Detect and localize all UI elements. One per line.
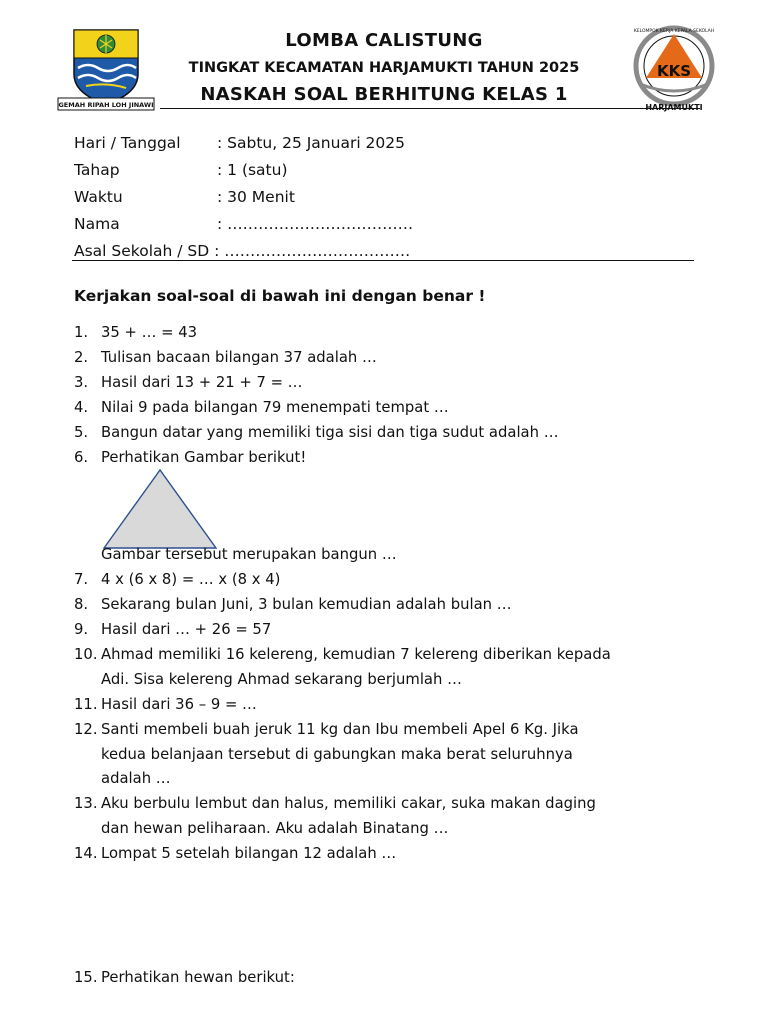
question-number: 4. bbox=[74, 399, 89, 416]
question-12 bbox=[74, 717, 579, 742]
stage-value: : 1 (satu) bbox=[217, 161, 288, 179]
question-number: 5. bbox=[74, 424, 89, 441]
question-8 bbox=[74, 592, 512, 617]
header-divider bbox=[160, 108, 700, 109]
question-10 bbox=[74, 642, 611, 667]
header-subtitle: TINGKAT KECAMATAN HARJAMUKTI TAHUN 2025 bbox=[188, 60, 580, 76]
question-text: Perhatikan hewan berikut: bbox=[101, 969, 295, 986]
question-text: Lompat 5 setelah bilangan 12 adalah … bbox=[101, 845, 397, 862]
question-text: 35 + … = 43 bbox=[101, 324, 198, 341]
exam-title: NASKAH SOAL BERHITUNG KELAS 1 bbox=[200, 84, 568, 105]
question-15 bbox=[74, 965, 295, 990]
question-number: 8. bbox=[74, 596, 89, 613]
time-label: Waktu bbox=[74, 188, 123, 206]
question-10-line-2: Adi. Sisa kelereng Ahmad sekarang berjumlah … bbox=[101, 671, 462, 688]
header-title: LOMBA CALISTUNG bbox=[285, 30, 483, 51]
question-number: 11. bbox=[74, 696, 98, 713]
question-13-line-2: dan hewan peliharaan. Aku adalah Binatang … bbox=[101, 820, 449, 837]
crest-motto-text: GEMAH RIPAH LOH JINAWI bbox=[58, 101, 154, 109]
kks-logo-text: KKS bbox=[656, 62, 692, 80]
question-1 bbox=[74, 320, 197, 345]
question-number: 15. bbox=[74, 969, 98, 986]
question-5 bbox=[74, 420, 559, 445]
question-number: 13. bbox=[74, 795, 98, 812]
info-divider bbox=[72, 260, 694, 261]
school-row: Asal Sekolah / SD : ……………………………… bbox=[74, 242, 411, 260]
time-value: : 30 Menit bbox=[217, 188, 295, 206]
name-field: : ……………………………… bbox=[217, 215, 414, 233]
question-13 bbox=[74, 791, 596, 816]
question-text: Aku berbulu lembut dan halus, memiliki cakar, suka makan daging bbox=[101, 795, 596, 812]
question-2 bbox=[74, 345, 377, 370]
kks-ring-text: KELOMPOK KERJA KEPALA SEKOLAH bbox=[633, 29, 715, 34]
question-6-followup: Gambar tersebut merupakan bangun … bbox=[101, 546, 397, 563]
date-label: Hari / Tanggal bbox=[74, 134, 181, 152]
name-label: Nama bbox=[74, 215, 120, 233]
question-4 bbox=[74, 395, 449, 420]
question-number: 1. bbox=[74, 324, 89, 341]
question-number: 10. bbox=[74, 646, 98, 663]
question-number: 9. bbox=[74, 621, 89, 638]
question-number: 2. bbox=[74, 349, 89, 366]
question-number: 3. bbox=[74, 374, 89, 391]
question-text: Nilai 9 pada bilangan 79 menempati tempat … bbox=[101, 399, 449, 416]
question-text: 4 x (6 x 8) = … x (8 x 4) bbox=[101, 571, 281, 588]
stage-row bbox=[74, 159, 288, 181]
question-3 bbox=[74, 370, 302, 395]
question-14 bbox=[74, 841, 396, 866]
question-6 bbox=[74, 445, 306, 470]
question-text: Hasil dari 36 – 9 = … bbox=[101, 696, 257, 713]
question-text: Santi membeli buah jeruk 11 kg dan Ibu membeli Apel 6 Kg. Jika bbox=[101, 721, 579, 738]
triangle-figure bbox=[100, 468, 220, 550]
question-11 bbox=[74, 692, 257, 717]
question-12-line-2: kedua belanjaan tersebut di gabungkan maka berat seluruhnya bbox=[101, 746, 573, 763]
question-text: Sekarang bulan Juni, 3 bulan kemudian adalah bulan … bbox=[101, 596, 512, 613]
question-text: Hasil dari … + 26 = 57 bbox=[101, 621, 272, 638]
question-text: Tulisan bacaan bilangan 37 adalah … bbox=[101, 349, 377, 366]
question-number: 7. bbox=[74, 571, 89, 588]
question-12-line-3: adalah … bbox=[101, 770, 171, 787]
kks-logo bbox=[620, 24, 728, 112]
question-7 bbox=[74, 567, 280, 592]
name-row bbox=[74, 213, 413, 235]
question-9 bbox=[74, 617, 271, 642]
question-text: Hasil dari 13 + 21 + 7 = … bbox=[101, 374, 303, 391]
question-text: Ahmad memiliki 16 kelereng, kemudian 7 kelereng diberikan kepada bbox=[101, 646, 611, 663]
question-text: Perhatikan Gambar berikut! bbox=[101, 449, 307, 466]
kks-bottom-text: HARJAMUKTI bbox=[645, 103, 703, 112]
date-value: : Sabtu, 25 Januari 2025 bbox=[217, 134, 405, 152]
question-number: 12. bbox=[74, 721, 98, 738]
question-text: Bangun datar yang memiliki tiga sisi dan tiga sudut adalah … bbox=[101, 424, 559, 441]
question-number: 6. bbox=[74, 449, 89, 466]
date-row bbox=[74, 132, 405, 154]
question-number: 14. bbox=[74, 845, 98, 862]
instruction-text: Kerjakan soal-soal di bawah ini dengan benar ! bbox=[74, 287, 486, 305]
stage-label: Tahap bbox=[74, 161, 120, 179]
time-row bbox=[74, 186, 295, 208]
